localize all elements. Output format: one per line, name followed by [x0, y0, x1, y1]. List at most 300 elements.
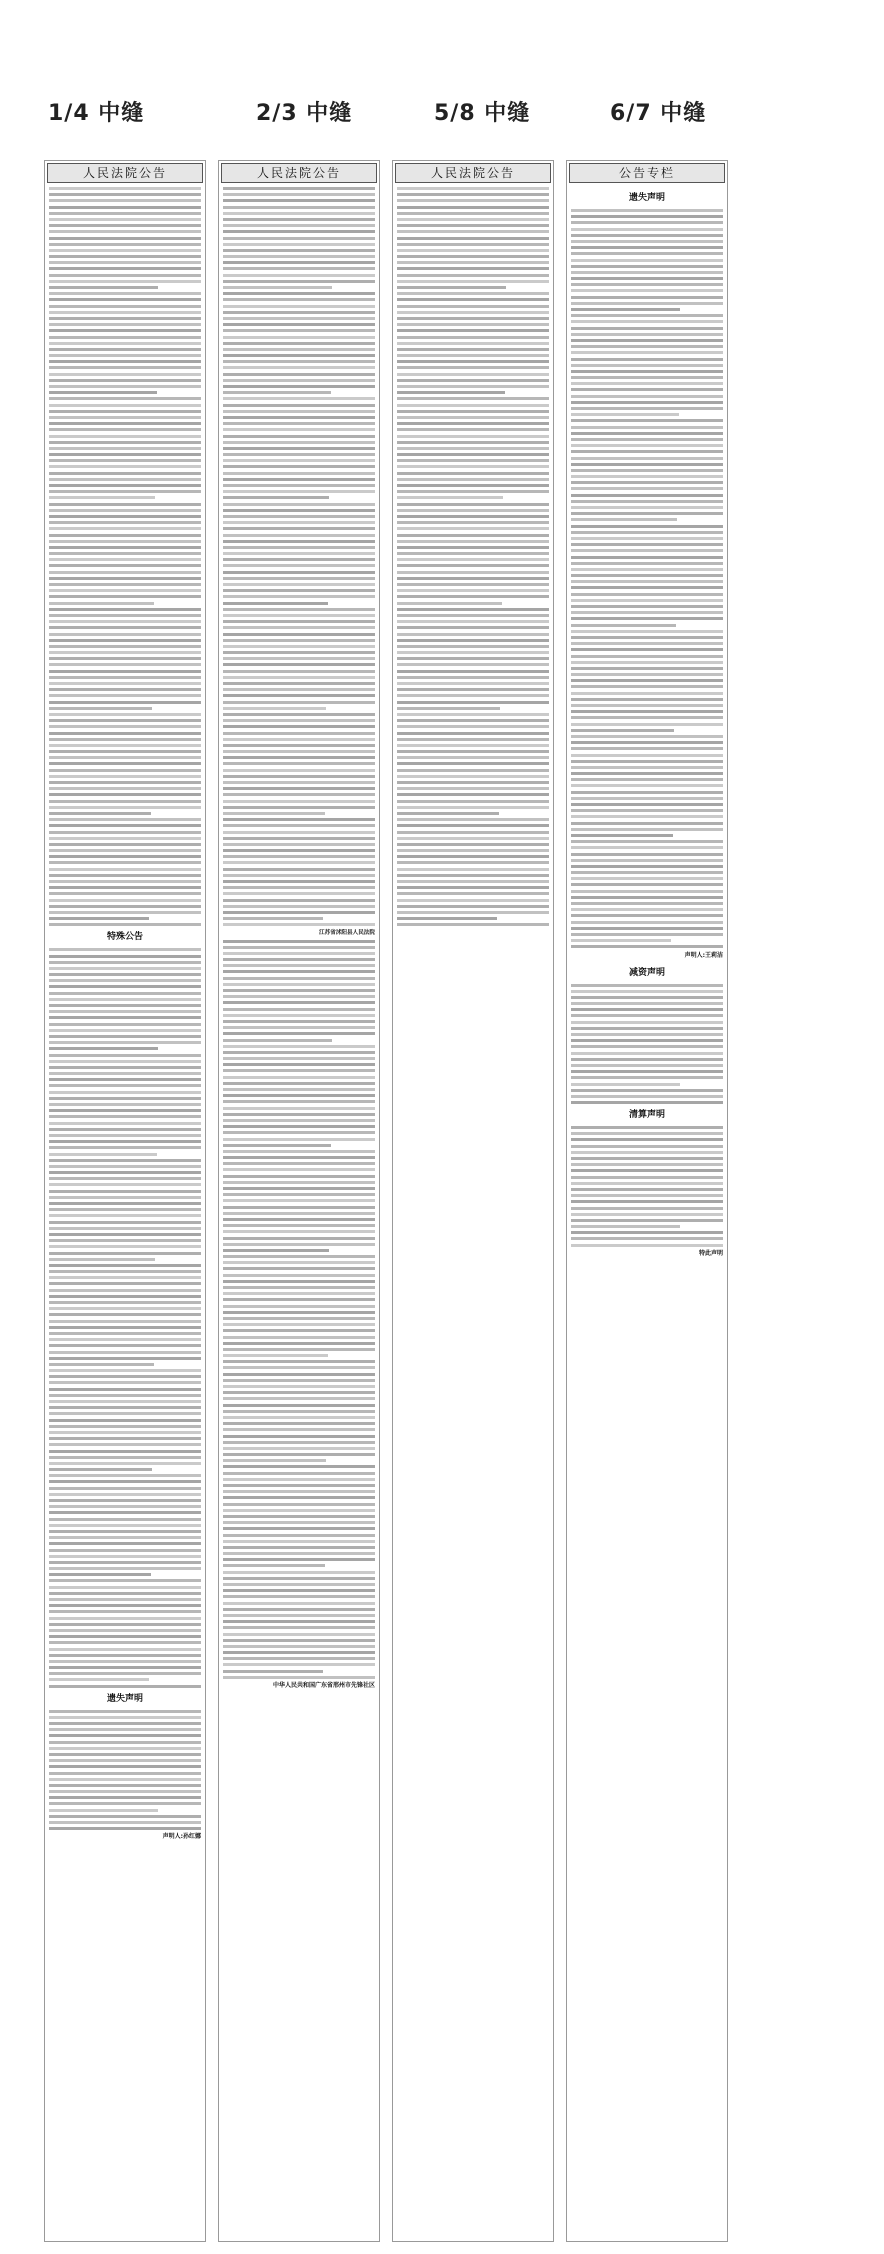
text-line: [49, 1313, 201, 1316]
text-line: [49, 1468, 152, 1471]
text-line: [571, 543, 723, 546]
text-line: [223, 1138, 375, 1141]
text-line: [49, 1140, 201, 1143]
column-4: [566, 160, 728, 2242]
text-line: [571, 314, 723, 317]
text-line: [49, 416, 201, 419]
text-line: [571, 209, 723, 212]
text-line: [571, 413, 679, 416]
text-line: [397, 614, 549, 617]
text-line: [49, 509, 201, 512]
text-line: [223, 824, 375, 827]
text-line: [223, 1360, 375, 1363]
text-line: [49, 744, 201, 747]
text-line: [49, 1029, 201, 1032]
text-line: [397, 540, 549, 543]
text-line: [49, 787, 201, 790]
text-line: [223, 224, 375, 227]
text-line: [397, 435, 549, 438]
text-line: [49, 410, 201, 413]
text-line: [49, 874, 201, 877]
text-line: [223, 496, 329, 499]
column-1-body: [45, 185, 205, 1849]
text-line: [571, 1101, 723, 1104]
text-line: [49, 1010, 201, 1013]
text-line: [397, 286, 506, 289]
text-line: [397, 694, 549, 697]
text-line: [223, 1435, 375, 1438]
text-line: [49, 546, 201, 549]
text-line: [49, 1227, 201, 1230]
column-4-header: 公告专栏: [569, 163, 725, 183]
text-line: [223, 391, 331, 394]
text-line: [571, 593, 723, 596]
text-line: [397, 849, 549, 852]
text-line: [397, 360, 549, 363]
text-line: [223, 1125, 375, 1128]
text-line: [223, 274, 375, 277]
text-line: [49, 899, 201, 902]
text-line: [571, 655, 723, 658]
text-line: [571, 1176, 723, 1179]
text-line: [223, 1571, 375, 1574]
text-line: [571, 320, 723, 323]
text-line: [223, 1255, 375, 1258]
text-line: [49, 1518, 201, 1521]
text-line: [571, 580, 723, 583]
text-line: [571, 840, 723, 843]
text-line: [571, 933, 723, 936]
text-line: [223, 614, 375, 617]
text-line: [223, 620, 375, 623]
text-line: [397, 911, 549, 914]
text-line: [571, 945, 723, 948]
text-line: [571, 463, 723, 466]
text-line: [397, 267, 549, 270]
text-line: [397, 218, 549, 221]
text-line: [49, 1388, 201, 1391]
text-line: [223, 193, 375, 196]
text-line: [223, 459, 375, 462]
text-line: [49, 261, 201, 264]
text-line: [49, 608, 201, 611]
text-line: [571, 444, 723, 447]
text-line: [49, 843, 201, 846]
text-line: [49, 1295, 201, 1298]
text-line: [397, 725, 549, 728]
text-line: [49, 224, 201, 227]
text-line: [571, 277, 723, 280]
text-line: [223, 1280, 375, 1283]
text-line: [223, 1261, 375, 1264]
text-line: [49, 1177, 201, 1180]
text-line: [571, 289, 723, 292]
text-line: [223, 1076, 375, 1079]
text-line: [571, 1188, 723, 1191]
text-line: [49, 1462, 201, 1465]
text-line: [49, 1530, 201, 1533]
text-line: [397, 781, 549, 784]
column-4-signature-2: 特此声明: [698, 1249, 723, 1257]
text-line: [49, 459, 201, 462]
text-line: [223, 465, 375, 468]
text-line: [223, 577, 375, 580]
text-line: [223, 1595, 375, 1598]
text-line: [571, 1045, 723, 1048]
text-line: [49, 824, 201, 827]
text-line: [223, 905, 375, 908]
text-line: [49, 626, 201, 629]
text-line: [49, 1784, 201, 1787]
text-line: [223, 861, 375, 864]
text-line: [397, 787, 549, 790]
text-line: [49, 682, 201, 685]
column-3-text: [397, 187, 549, 926]
text-line: [571, 1213, 723, 1216]
text-line: [223, 775, 375, 778]
text-line: [571, 531, 723, 534]
text-line: [49, 1159, 201, 1162]
text-line: [571, 1008, 723, 1011]
text-line: [49, 373, 201, 376]
text-line: [223, 453, 375, 456]
text-line: [223, 218, 375, 221]
text-line: [49, 831, 201, 834]
text-line: [571, 537, 723, 540]
text-line: [49, 1282, 201, 1285]
text-line: [571, 877, 723, 880]
text-line: [223, 1119, 375, 1122]
text-line: [49, 1573, 151, 1576]
text-line: [397, 373, 549, 376]
text-line: [49, 917, 149, 920]
text-line: [223, 837, 375, 840]
text-line: [571, 487, 723, 490]
text-line: [49, 855, 201, 858]
text-line: [49, 1190, 201, 1193]
text-line: [49, 1171, 201, 1174]
text-line: [223, 983, 375, 986]
text-line: [571, 741, 723, 744]
text-line: [223, 750, 375, 753]
text-line: [223, 1354, 328, 1357]
text-line: [49, 534, 201, 537]
text-line: [223, 410, 375, 413]
text-line: [223, 843, 375, 846]
text-line: [49, 1047, 158, 1050]
text-line: [397, 546, 549, 549]
text-line: [397, 323, 549, 326]
text-line: [49, 1412, 201, 1415]
text-line: [49, 1214, 201, 1217]
text-line: [49, 199, 201, 202]
text-line: [223, 1187, 375, 1190]
text-line: [397, 701, 549, 704]
size-label-3: 5/8 中缝: [434, 101, 531, 126]
text-line: [223, 1472, 375, 1475]
text-line: [49, 911, 201, 914]
text-line: [223, 657, 375, 660]
text-line: [397, 484, 549, 487]
text-line: [223, 762, 375, 765]
text-line: [49, 812, 151, 815]
text-line: [49, 1054, 201, 1057]
text-line: [223, 1131, 375, 1134]
text-line: [223, 558, 375, 561]
text-line: [49, 967, 201, 970]
text-line: [397, 775, 549, 778]
text-line: [571, 1064, 723, 1067]
text-line: [49, 577, 201, 580]
text-line: [49, 1425, 201, 1428]
text-line: [223, 970, 375, 973]
text-line: [49, 880, 201, 883]
text-line: [49, 1790, 201, 1793]
text-line: [571, 859, 723, 862]
text-line: [397, 732, 549, 735]
text-line: [223, 911, 375, 914]
text-line: [49, 793, 201, 796]
text-line: [571, 512, 723, 515]
text-line: [571, 549, 723, 552]
column-4-liquidation-title: 清算声明: [628, 1110, 665, 1121]
text-line: [49, 725, 201, 728]
text-line: [397, 719, 549, 722]
text-line: [49, 348, 201, 351]
text-line: [223, 946, 375, 949]
text-line: [223, 323, 375, 326]
text-line: [223, 1088, 375, 1091]
text-line: [397, 800, 549, 803]
text-line: [223, 1329, 375, 1332]
column-4-text-1: [571, 209, 723, 948]
text-line: [571, 1052, 723, 1055]
text-line: [223, 1478, 375, 1481]
text-line: [223, 1230, 375, 1233]
text-line: [223, 503, 375, 506]
text-line: [571, 246, 723, 249]
text-line: [223, 1168, 375, 1171]
text-line: [49, 645, 201, 648]
text-line: [49, 1648, 201, 1651]
text-line: [49, 1060, 201, 1063]
text-line: [49, 651, 201, 654]
text-line: [223, 1218, 375, 1221]
text-line: [397, 366, 549, 369]
text-line: [49, 1549, 201, 1552]
text-line: [223, 1602, 375, 1605]
text-line: [49, 1078, 201, 1081]
text-line: [397, 682, 549, 685]
text-line: [397, 187, 549, 190]
text-line: [49, 868, 201, 871]
text-line: [397, 348, 549, 351]
text-line: [223, 744, 375, 747]
text-line: [571, 518, 677, 521]
text-line: [49, 1629, 201, 1632]
text-line: [397, 317, 549, 320]
text-line: [49, 694, 201, 697]
text-line: [223, 688, 375, 691]
text-line: [49, 775, 201, 778]
text-line: [49, 923, 201, 926]
text-line: [397, 459, 549, 462]
text-line: [571, 630, 723, 633]
text-line: [571, 401, 723, 404]
text-line: [397, 762, 549, 765]
text-line: [49, 1480, 201, 1483]
column-1-text-end: [49, 1710, 201, 1831]
text-line: [223, 1069, 375, 1072]
text-line: [571, 574, 723, 577]
text-line: [223, 1521, 375, 1524]
text-line: [49, 305, 201, 308]
text-line: [223, 428, 375, 431]
text-line: [223, 490, 375, 493]
text-line: [49, 1351, 201, 1354]
text-line: [223, 964, 375, 967]
text-line: [49, 719, 201, 722]
text-line: [571, 457, 723, 460]
column-2-body: [219, 185, 379, 1698]
text-line: [223, 1237, 375, 1240]
text-line: [571, 586, 723, 589]
text-line: [571, 996, 723, 999]
text-line: [571, 1231, 723, 1234]
text-line: [49, 620, 201, 623]
text-line: [223, 1206, 375, 1209]
text-line: [223, 818, 375, 821]
text-line: [397, 342, 549, 345]
column-1-header: 人民法院公告: [47, 163, 203, 183]
text-line: [397, 744, 549, 747]
text-line: [397, 243, 549, 246]
text-line: [571, 984, 723, 987]
text-line: [223, 360, 375, 363]
column-1-signature: 声明人:孙红娜: [162, 1833, 201, 1841]
text-line: [223, 800, 375, 803]
text-line: [571, 1027, 723, 1030]
text-line: [49, 317, 201, 320]
text-line: [49, 1016, 201, 1019]
text-line: [397, 441, 549, 444]
text-line: [223, 806, 375, 809]
text-line: [223, 237, 375, 240]
text-line: [571, 921, 723, 924]
text-line: [49, 360, 201, 363]
text-line: [571, 525, 723, 528]
text-line: [397, 410, 549, 413]
text-line: [571, 642, 723, 645]
text-line: [49, 589, 201, 592]
column-1-loss-title: 遗失声明: [106, 1693, 143, 1704]
text-line: [223, 564, 375, 567]
text-line: [223, 509, 375, 512]
text-line: [49, 1617, 201, 1620]
text-line: [571, 1244, 723, 1247]
text-line: [49, 1252, 201, 1255]
text-line: [397, 527, 549, 530]
text-line: [49, 1753, 201, 1756]
text-line: [49, 1208, 201, 1211]
text-line: [49, 1734, 201, 1737]
text-line: [223, 249, 375, 252]
text-line: [49, 1115, 201, 1118]
text-line: [223, 1063, 375, 1066]
text-line: [223, 1404, 375, 1407]
text-line: [49, 1097, 201, 1100]
text-line: [223, 1212, 375, 1215]
text-line: [571, 407, 723, 410]
text-line: [223, 1094, 375, 1097]
text-line: [49, 385, 201, 388]
text-line: [223, 1546, 375, 1549]
text-line: [49, 1809, 158, 1812]
text-line: [49, 657, 201, 660]
text-line: [49, 663, 201, 666]
text-line: [571, 747, 723, 750]
text-line: [571, 556, 723, 559]
text-line: [571, 896, 723, 899]
column-2-text-2: [223, 940, 375, 1679]
text-line: [397, 416, 549, 419]
text-line: [223, 1311, 375, 1314]
text-line: [49, 806, 201, 809]
text-line: [223, 1496, 375, 1499]
column-4-signature-1: 声明人:王莉洁: [684, 951, 723, 959]
text-line: [223, 515, 375, 518]
text-line: [397, 193, 549, 196]
text-line: [223, 1465, 375, 1468]
text-line: [397, 633, 549, 636]
text-line: [223, 952, 375, 955]
text-line: [223, 868, 375, 871]
text-line: [397, 255, 549, 258]
text-line: [49, 1326, 201, 1329]
text-line: [49, 1741, 201, 1744]
text-line: [49, 329, 201, 332]
text-line: [223, 995, 375, 998]
text-line: [397, 589, 549, 592]
text-line: [49, 1678, 149, 1681]
text-line: [223, 1181, 375, 1184]
column-3: [392, 160, 554, 2242]
text-line: [397, 626, 549, 629]
text-line: [571, 648, 723, 651]
text-line: [49, 1301, 201, 1304]
text-line: [571, 661, 723, 664]
text-line: [49, 1270, 201, 1273]
text-line: [223, 422, 375, 425]
text-line: [223, 1298, 375, 1301]
text-line: [49, 342, 201, 345]
text-line: [49, 1592, 201, 1595]
text-line: [49, 428, 201, 431]
text-line: [49, 639, 201, 642]
text-line: [49, 1555, 201, 1558]
text-line: [49, 404, 201, 407]
text-line: [571, 828, 723, 831]
text-line: [49, 521, 201, 524]
text-line: [397, 855, 549, 858]
text-line: [571, 611, 723, 614]
text-line: [223, 1317, 375, 1320]
column-1-special-title: 特殊公告: [106, 932, 143, 943]
text-line: [49, 465, 201, 468]
text-line: [49, 1239, 201, 1242]
text-line: [397, 793, 549, 796]
text-line: [49, 955, 201, 958]
